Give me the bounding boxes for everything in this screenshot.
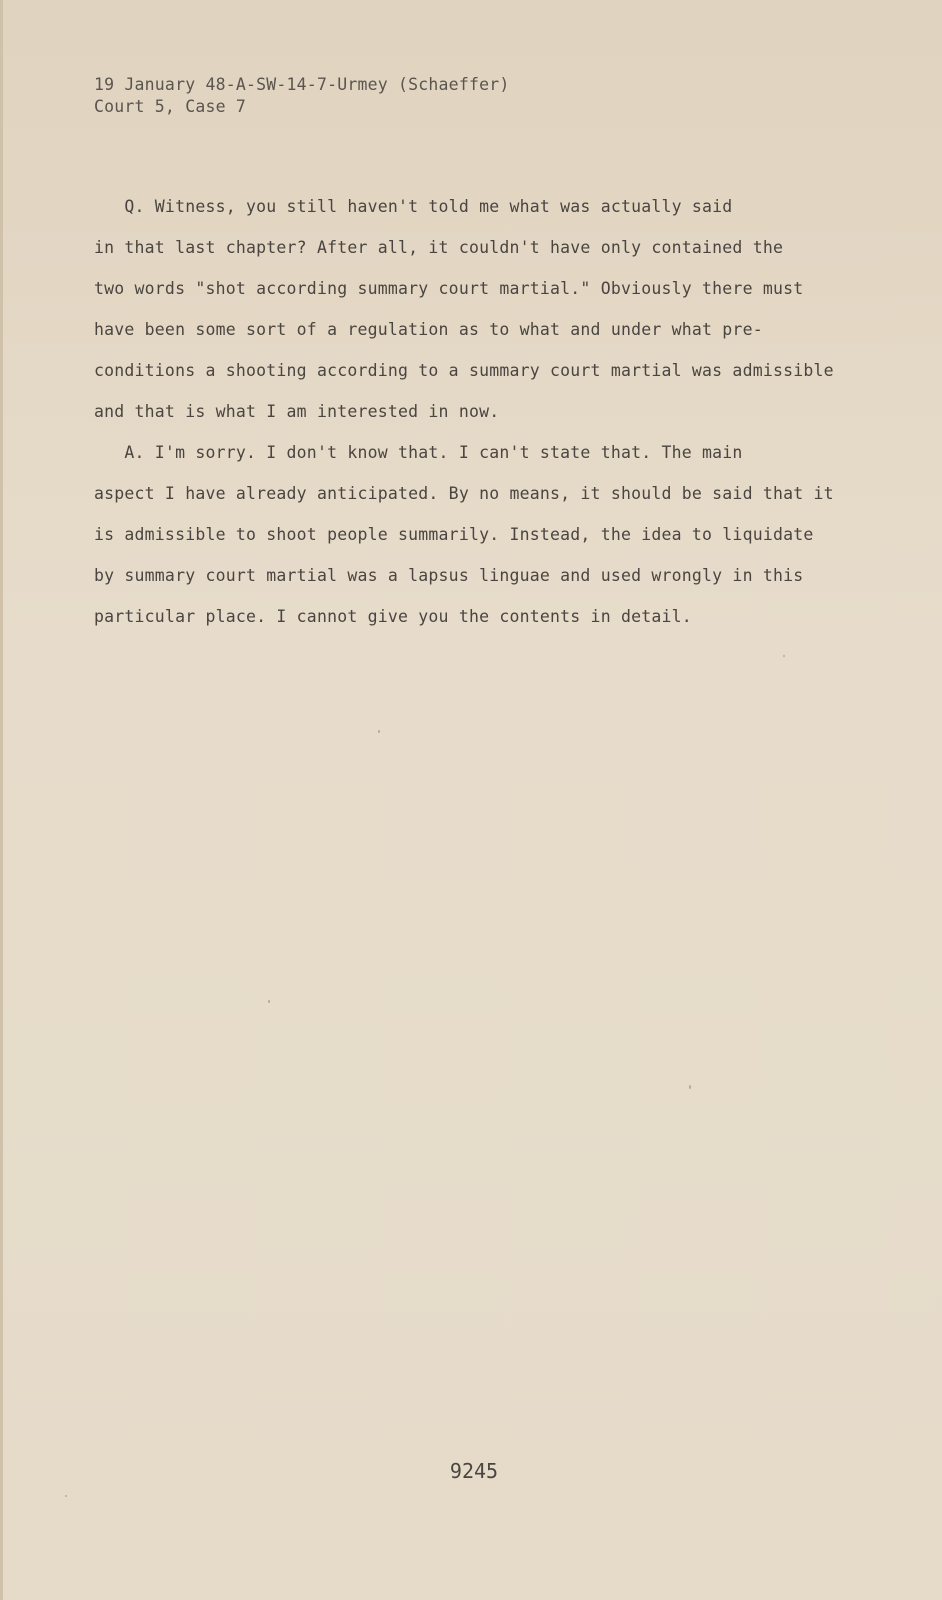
question-line: conditions a shooting according to a summary court martial was admissible	[94, 361, 834, 380]
paper-speck	[689, 1085, 691, 1089]
answer-paragraph	[94, 432, 834, 637]
answer-line: is admissible to shoot people summarily. Instead, the idea to liquidate	[94, 525, 814, 544]
paper-speck	[65, 1495, 67, 1497]
paper-speck	[378, 730, 380, 733]
question-paragraph	[94, 186, 834, 432]
question-line: two words "shot according summary court martial." Obviously there must	[94, 279, 804, 298]
paper-speck	[783, 655, 785, 657]
question-line: have been some sort of a regulation as to what and under what pre-	[94, 320, 763, 339]
document-header	[94, 74, 510, 118]
paper-speck	[268, 1000, 270, 1003]
answer-line: particular place. I cannot give you the contents in detail.	[94, 607, 692, 626]
header-line-date-ref: 19 January 48-A-SW-14-7-Urmey (Schaeffer)	[94, 75, 510, 94]
header-line-court-case: Court 5, Case 7	[94, 97, 247, 116]
question-line: in that last chapter? After all, it couldn't have only contained the	[94, 238, 784, 257]
page-number: 9245	[449, 1459, 499, 1483]
answer-line: aspect I have already anticipated. By no means, it should be said that it	[94, 484, 834, 503]
answer-line: by summary court martial was a lapsus linguae and used wrongly in this	[94, 566, 804, 585]
question-line: and that is what I am interested in now.	[94, 402, 500, 421]
question-line: Q. Witness, you still haven't told me what was actually said	[94, 197, 733, 216]
answer-line: A. I'm sorry. I don't know that. I can't state that. The main	[94, 443, 743, 462]
